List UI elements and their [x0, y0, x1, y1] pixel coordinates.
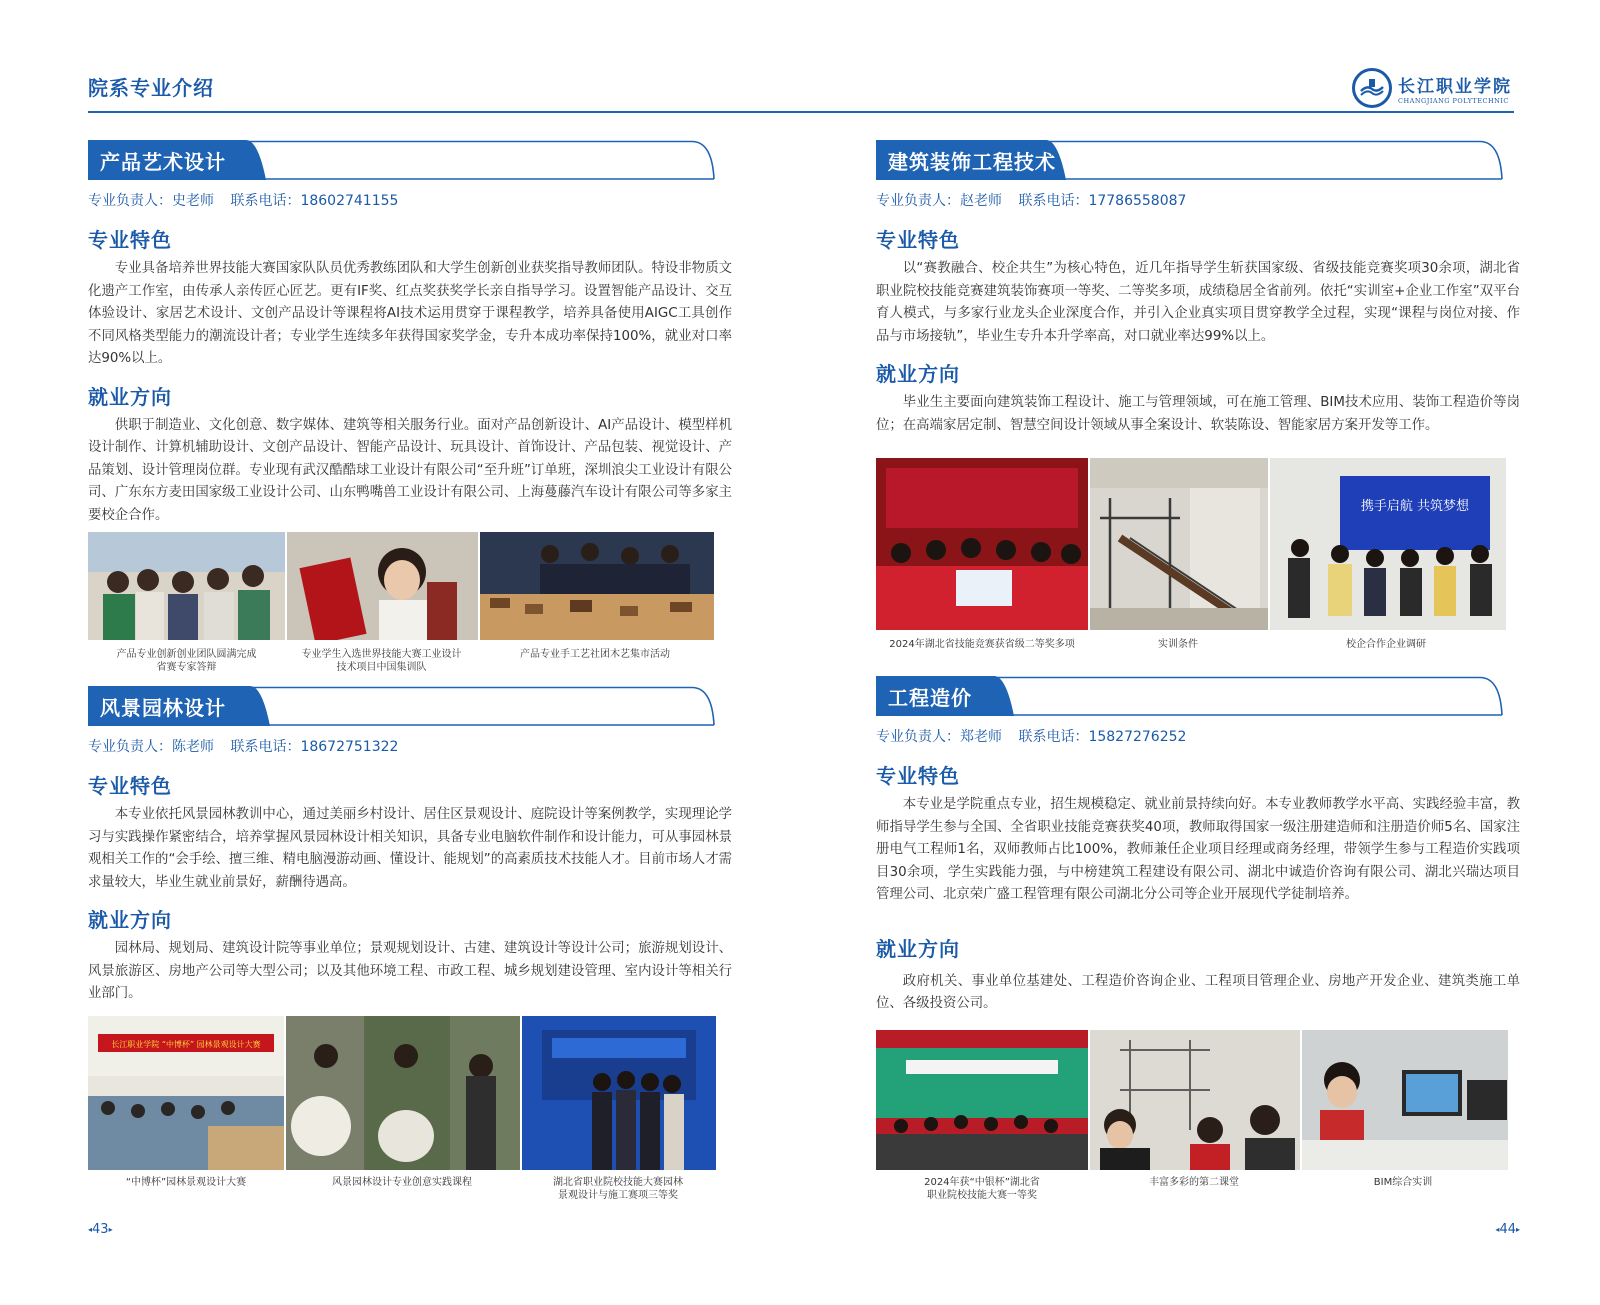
- caption: 2024年获“中银杯”湖北省 职业院校技能大赛一等奖: [924, 1177, 1040, 1201]
- section-title: 建筑装饰工程技术: [888, 150, 1056, 174]
- photo-captions: [876, 1176, 1520, 1202]
- career-paragraph: 政府机关、事业单位基建处、工程造价咨询企业、工程项目管理企业、房地产开发企业、建筑类施工单位、各级投资公司。: [876, 973, 1520, 1011]
- photo-zhongyin-cup-award: [876, 1030, 1088, 1170]
- contact-phone: 联系电话：17786558087: [1018, 193, 1187, 209]
- caption: 校企合作企业调研: [1346, 639, 1426, 650]
- left-arrow-icon: ◂: [88, 1225, 93, 1234]
- photo-skills-competition: [876, 458, 1088, 630]
- photo-worldskills-certificate: [287, 532, 478, 640]
- caption: 2024年湖北省技能竞赛获省级二等奖多项: [889, 639, 1075, 650]
- feature-heading: 专业特色: [876, 228, 960, 252]
- career-heading: 就业方向: [876, 362, 960, 386]
- career-paragraph: 毕业生主要面向建筑装饰工程设计、施工与管理领域，可在施工管理、BIM技术应用、装饰工程造价等岗位；在高端家居定制、智慧空间设计领域从事全案设计、软装陈设、智能家居方案开发等工作。: [876, 395, 1520, 433]
- contact-line: [88, 736, 732, 756]
- photo-captions: [88, 648, 732, 674]
- caption: BIM综合实训: [1373, 1177, 1433, 1188]
- section-cost-engineering: [876, 676, 1520, 1016]
- photo-strip: [876, 1030, 1520, 1170]
- logo-chinese-name: 长江职业学院: [1398, 76, 1512, 97]
- photo-landscape-practice: [286, 1016, 520, 1170]
- photo-captions: [88, 1176, 732, 1202]
- photo-strip: [88, 1016, 732, 1170]
- caption: 产品专业手工艺社团木艺集市活动: [520, 649, 670, 660]
- section-banner: [876, 140, 1520, 180]
- caption: 产品专业创新创业团队圆满完成 省赛专家答辩: [116, 649, 257, 673]
- right-arrow-icon: ▸: [108, 1225, 113, 1234]
- contact-line: [876, 190, 1520, 210]
- section-banner: [876, 676, 1520, 716]
- photo-strip: [88, 532, 732, 640]
- photo-enterprise-visit: [1270, 458, 1506, 630]
- contact-person: 专业负责人：陈老师: [88, 739, 214, 755]
- page-header-title: 院系专业介绍: [88, 76, 214, 100]
- photo-strip: [876, 458, 1520, 630]
- contact-phone: 联系电话：15827276252: [1018, 729, 1187, 745]
- feature-paragraph: 本专业是学院重点专业，招生规模稳定、就业前景持续向好。本专业教师教学水平高、实践经验丰富，教师指导学生参与全国、全省职业技能竞赛获奖40项，教师取得国家一级注册建造师和注册造价师5名、国家注册电气工程师1名，双师教师占比100%，教师兼任企业项目经理或商务经理，带领学生参与工程造价实践项目30余项，学生实践能力强，与中榜建筑工程建设有限公司、湖北中诚造价咨询有限公司、湖北兴瑞达项目管理公司、北京荣广盛工程管理有限公司湖北分公司等企业开展现代学徒制培养。: [876, 797, 1520, 902]
- caption: 实训条件: [1158, 639, 1198, 650]
- right-arrow-icon: ▸: [1515, 1225, 1520, 1234]
- career-paragraph: 园林局、规划局、建筑设计院等事业单位；景观规划设计、古建、建筑设计等设计公司；旅游规划设计、风景旅游区、房地产公司等大型公司；以及其他环境工程、市政工程、城乡规划建设管理、室内设计等相关行业部门。: [88, 941, 732, 1001]
- photo-captions: [876, 638, 1520, 651]
- photo-landscape-award: [522, 1016, 716, 1170]
- right-page: [876, 0, 1520, 1305]
- career-heading: 就业方向: [88, 908, 172, 932]
- section-title: 风景园林设计: [100, 696, 226, 720]
- screen-slogan-text: 携手启航 共筑梦想: [1360, 499, 1470, 514]
- caption: 湖北省职业院校技能大赛园林 景观设计与施工赛项三等奖: [553, 1177, 683, 1201]
- caption: 丰富多彩的第二课堂: [1149, 1177, 1239, 1188]
- contact-person: 专业负责人：史老师: [88, 193, 214, 209]
- photo-training-facility: [1090, 458, 1268, 630]
- feature-heading: 专业特色: [876, 764, 960, 788]
- section-banner: [88, 686, 732, 726]
- contact-person: 专业负责人：郑老师: [876, 729, 1002, 745]
- section-landscape-design: [88, 686, 732, 1006]
- photo-second-classroom: [1090, 1030, 1300, 1170]
- career-paragraph: 供职于制造业、文化创意、数字媒体、建筑等相关服务行业。面对产品创新设计、AI产品设计、模型样机设计制作、计算机辅助设计、文创产品设计、智能产品设计、玩具设计、首饰设计、产品包装、视觉设计、产品策划、设计管理岗位群。专业现有武汉酷酷球工业设计有限公司“至升班”订单班，深圳浪尖工业设计有限公司、广东东方麦田国家级工业设计公司、山东鸭嘴兽工业设计有限公司、上海蔓藤汽车设计有限公司等多家主要校企合作。: [88, 417, 732, 523]
- page-number-right: ◂44▸: [1495, 1222, 1520, 1237]
- contact-line: [876, 726, 1520, 746]
- contact-line: [88, 190, 732, 210]
- feature-heading: 专业特色: [88, 774, 172, 798]
- photo-woodcraft-market: [480, 532, 714, 640]
- section-banner: [88, 140, 732, 180]
- contact-phone: 联系电话：18602741155: [230, 193, 399, 209]
- logo-english-name: CHANGJIANG POLYTECHNIC: [1398, 96, 1509, 105]
- career-heading: 就业方向: [876, 936, 960, 961]
- section-building-decoration: [876, 140, 1520, 437]
- feature-paragraph: 本专业依托风景园林教训中心，通过美丽乡村设计、居住区景观设计、庭院设计等案例教学，实现理论学习与实践操作紧密结合，培养掌握风景园林设计相关知识，具备专业电脑软件制作和设计能力，可从事园林景观相关工作的“会手绘、擅三维、精电脑漫游动画、懂设计、能规划”的高素质技术技能人才。目前市场人才需求量较大，毕业生就业前景好，薪酬待遇高。: [88, 807, 732, 890]
- contact-person: 专业负责人：赵老师: [876, 193, 1002, 209]
- feature-heading: 专业特色: [88, 228, 172, 252]
- section-title: 产品艺术设计: [100, 150, 226, 174]
- left-page: [88, 0, 732, 1305]
- caption: 专业学生入选世界技能大赛工业设计 技术项目中国集训队: [301, 649, 462, 673]
- photo-bim-training: [1302, 1030, 1508, 1170]
- photo-landscape-contest: [88, 1016, 284, 1170]
- section-product-art-design: [88, 140, 732, 527]
- photo-team-defense: [88, 532, 285, 640]
- career-heading: 就业方向: [88, 384, 172, 409]
- contest-banner-text: 长江职业学院 “中博杯” 园林景观设计大赛: [111, 1040, 261, 1049]
- caption: “中博杯”园林景观设计大赛: [125, 1177, 247, 1188]
- feature-paragraph: 以“赛教融合、校企共生”为核心特色，近几年指导学生斩获国家级、省级技能竞赛奖项30余项，湖北省职业院校技能竞赛建筑装饰赛项一等奖、二等奖多项，成绩稳居全省前列。依托“实训室+企业工作室”双平台育人模式，与多家行业龙头企业深度合作，并引入企业真实项目贯穿教学全过程，实现“课程与岗位对接、作品与市场接轨”，毕业生专升本升学率高，对口就业率达99%以上。: [876, 261, 1520, 344]
- section-title: 工程造价: [888, 686, 972, 710]
- feature-paragraph: 专业具备培养世界技能大赛国家队队员优秀教练团队和大学生创新创业获奖指导教师团队。特设非物质文化遗产工作室，由传承人亲传匠心匠艺。更有IF奖、红点奖获奖学长亲自指导学习。设置智能产品设计、交互体验设计、家居艺术设计、文创产品设计等课程将AI技术运用贯穿于课程教学，培养具备使用AIGC工具创作不同风格类型能力的潮流设计者；专业学生连续多年获得国家奖学金，专升本成功率保持100%，就业对口率达90%以上。: [88, 261, 732, 366]
- page-number-left: ◂43▸: [88, 1222, 113, 1237]
- left-arrow-icon: ◂: [1495, 1225, 1500, 1234]
- caption: 风景园林设计专业创意实践课程: [332, 1177, 472, 1188]
- contact-phone: 联系电话：18672751322: [230, 739, 399, 755]
